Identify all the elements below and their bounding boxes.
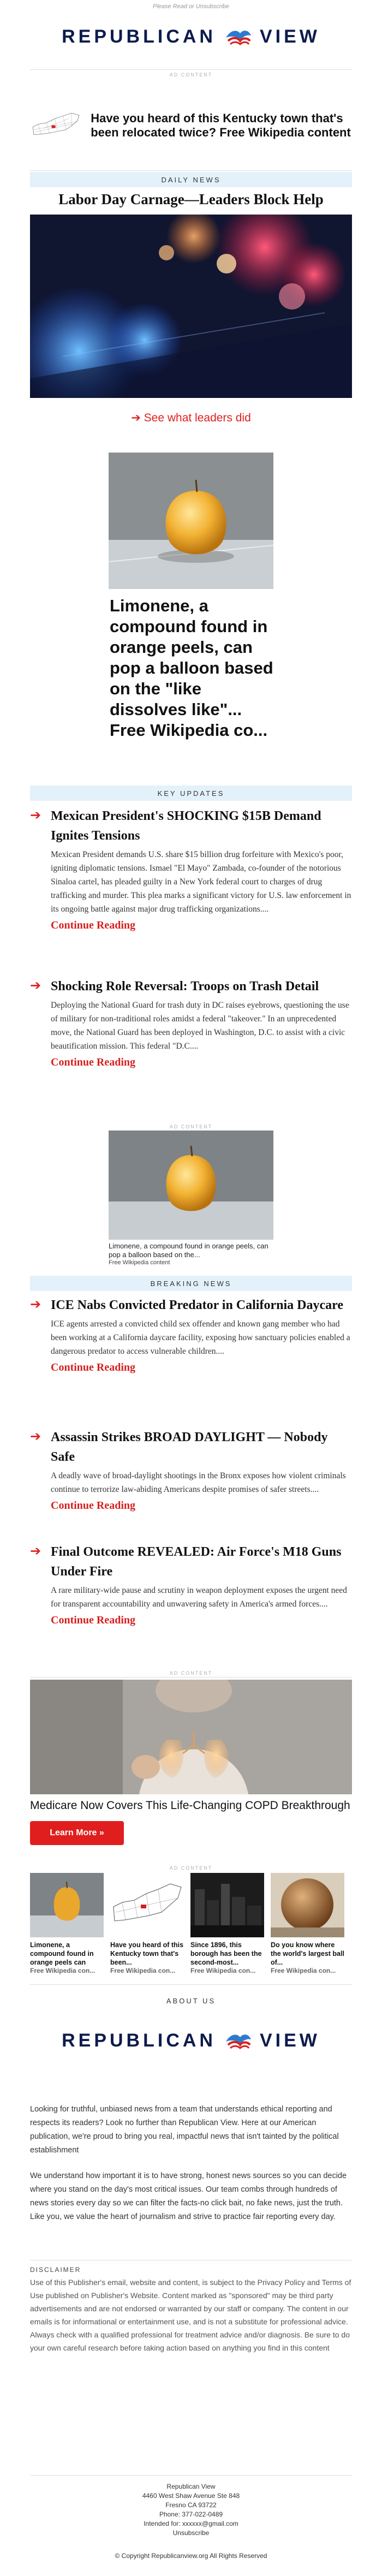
- police-lights-image[interactable]: [30, 215, 352, 398]
- about-heading: ABOUT US: [166, 1997, 216, 2005]
- logo-word-right: VIEW: [260, 26, 320, 47]
- continue-reading-link[interactable]: Continue Reading: [51, 1056, 136, 1068]
- story-item[interactable]: [30, 806, 352, 932]
- divider: [30, 1984, 352, 1985]
- footer-line: 4460 West Shaw Avenue Ste 848: [142, 2492, 240, 2500]
- kentucky-ad-text[interactable]: Have you heard of this Kentucky town that's been relocated twice? Free Wikipedia content: [91, 111, 351, 139]
- police-lights-graphic: [30, 215, 352, 398]
- story-item[interactable]: [30, 1427, 352, 1512]
- learn-more-button[interactable]: Learn More »: [30, 1821, 124, 1845]
- preheader[interactable]: Please Read or Unsubscribe: [152, 3, 230, 10]
- story-item[interactable]: [30, 1542, 352, 1627]
- kentucky-map-image: [110, 1873, 184, 1937]
- story-title[interactable]: ICE Nabs Convicted Predator in California Daycare: [51, 1298, 343, 1312]
- disclaimer-text: Use of this Publisher's email, website and content, is subject to the Privacy Policy and Terms of Use published on Publisher's Website. Content marked as "sponsored" may be third party advertisements and are not endorsed or warranted by our staff or company. The content in our emails is for informational or entertainment use, and is not a substitute for professional advice. Always check with a qualified professional for treatment advice and/or diagnosis. Be sure to do your own careful research before taking action based on anything you find in this content: [30, 2278, 351, 2352]
- section-bar-breaking-news: BREAKING NEWS: [30, 1276, 352, 1291]
- story-summary: A rare military-wide pause and scrutiny in weapon deployment exposes the urgent need for transparent accountability and unwavering safety in America's armed forces....: [51, 1586, 347, 1609]
- story-title[interactable]: Shocking Role Reversal: Troops on Trash Detail: [51, 979, 319, 993]
- ad-label: AD CONTENT: [169, 1670, 213, 1676]
- story-summary: Mexican President demands U.S. share $15 billion drug forfeiture with Mexico's poor, igniting diplomatic tensions. Ismael "El Mayo" Zambada, co-founder of the notorious Sinaloa cartel, has pleaded guilty in a New York federal court to charges of drug trafficking and murder. This plea marks a significant victory for U.S. law enforcement in its ongoing battle against major drug trafficking organizations....: [51, 850, 351, 914]
- grid-ad-item[interactable]: [190, 1873, 264, 1974]
- ad-label: AD CONTENT: [169, 72, 213, 78]
- story-item[interactable]: [30, 1295, 352, 1374]
- daily-headline[interactable]: Labor Day Carnage—Leaders Block Help: [58, 191, 324, 207]
- story-title[interactable]: Assassin Strikes BROAD DAYLIGHT — Nobody Safe: [51, 1430, 328, 1464]
- footer-line: Fresno CA 93722: [165, 2501, 217, 2509]
- ad-label: AD CONTENT: [169, 1865, 213, 1871]
- sponsored-grid: [30, 1873, 352, 1974]
- unsubscribe-link[interactable]: Unsubscribe: [172, 2529, 210, 2537]
- brand-logo[interactable]: [0, 15, 382, 58]
- copd-ad-title[interactable]: Medicare Now Covers This Life-Changing COPD Breakthrough: [30, 1799, 350, 1812]
- orange-balloon-image: [30, 1873, 104, 1937]
- copyright: © Copyright Republicanview.org All Rights Reserved: [115, 2552, 267, 2560]
- arrow-right-icon: ➔: [30, 978, 41, 993]
- grid-ad-source: Free Wikipedia con...: [271, 1967, 336, 1974]
- giant-ball-image: [271, 1873, 344, 1937]
- story-summary: ICE agents arrested a convicted child sex offender and known gang member who had been working at a California daycare facility, exposing how sanctuary policies enabled a dangerous predator to access vulnerable children....: [51, 1319, 350, 1356]
- grid-ad-item[interactable]: [30, 1873, 104, 1974]
- arrow-right-icon: ➔: [30, 808, 41, 823]
- about-paragraph: Looking for truthful, unbiased news from a team that understands ethical reporting and respects its readers? Look no further than Republican View. Here at our American publication, we're proud to bring you real, impactful news that isn't tainted by the political establishment: [30, 2105, 339, 2155]
- logo-word-left: REPUBLICAN: [62, 2030, 216, 2051]
- grid-ad-text[interactable]: Since 1896, this borough has been the second-most...: [190, 1941, 262, 1966]
- divider: [30, 170, 352, 171]
- grid-ad-source: Free Wikipedia con...: [110, 1967, 176, 1974]
- continue-reading-link[interactable]: Continue Reading: [51, 1361, 136, 1373]
- divider: [30, 2475, 352, 2476]
- logo-word-left: REPUBLICAN: [62, 26, 216, 47]
- grid-ad-text[interactable]: Limonene, a compound found in orange peels can: [30, 1941, 94, 1966]
- see-leaders-link[interactable]: ➔ See what leaders did: [131, 412, 251, 424]
- limonene-ad-card[interactable]: [109, 453, 273, 741]
- orange-balloon-image: [109, 453, 273, 589]
- borough-photo-image: [190, 1873, 264, 1937]
- continue-reading-link[interactable]: Continue Reading: [51, 919, 136, 931]
- footer-address: [0, 2482, 382, 2538]
- grid-ad-text[interactable]: Do you know where the world's largest ball of...: [271, 1941, 344, 1966]
- woman-lungs-graphic: [30, 1680, 352, 1794]
- kentucky-ad[interactable]: [30, 81, 352, 170]
- about-paragraph: We understand how important it is to have strong, honest news sources so you can decide where you stand on the day's most critical issues. Our team combs through hundreds of news stories every day so we can filter the facts-no click bait, no fake news, just the truth. Like you, we value the heart of journalism and strive to practice fair reporting every day.: [30, 2172, 347, 2221]
- arrow-right-icon: ➔: [30, 1297, 41, 1312]
- small-ad-text[interactable]: Limonene, a compound found in orange peels, can pop a balloon based on the...: [109, 1242, 268, 1259]
- limonene-small-ad[interactable]: [109, 1131, 273, 1266]
- eagle-flag-icon: [224, 26, 252, 47]
- section-bar-key-updates: KEY UPDATES: [30, 786, 352, 801]
- footer-line: Intended for: xxxxxx@gmail.com: [144, 2520, 238, 2527]
- grid-ad-text[interactable]: Have you heard of this Kentucky town that's been...: [110, 1941, 184, 1966]
- copd-ad-image[interactable]: [30, 1680, 352, 1794]
- arrow-right-icon: ➔: [30, 1544, 41, 1558]
- grid-ad-source: Free Wikipedia con...: [30, 1967, 96, 1974]
- grid-ad-item[interactable]: [271, 1873, 344, 1974]
- divider: [30, 69, 352, 70]
- arrow-right-icon: ➔: [30, 1429, 41, 1444]
- grid-ad-source: Free Wikipedia con...: [190, 1967, 256, 1974]
- story-item[interactable]: [30, 977, 352, 1069]
- kentucky-map-image: [30, 90, 82, 161]
- story-title[interactable]: Final Outcome REVEALED: Air Force's M18 Guns Under Fire: [51, 1545, 342, 1579]
- orange-balloon-image: [109, 1131, 273, 1240]
- story-title[interactable]: Mexican President's SHOCKING $15B Demand Ignites Tensions: [51, 809, 321, 843]
- brand-logo-footer[interactable]: [0, 2024, 382, 2057]
- logo-word-right: VIEW: [260, 2030, 320, 2051]
- continue-reading-link[interactable]: Continue Reading: [51, 1500, 136, 1512]
- story-summary: Deploying the National Guard for trash duty in DC raises eyebrows, questioning the use of military for non-traditional roles amidst a federal "takeover." In an unprecedented move, the National Guard has been deployed in Washington, D.C. to assist with a civic beautification mission. This federal "D.C....: [51, 1001, 349, 1051]
- ad-label: AD CONTENT: [169, 1124, 213, 1129]
- story-summary: A deadly wave of broad-daylight shootings in the Bronx exposes how violent criminals continue to terrorize law-abiding Americans despite promises of safer streets....: [51, 1471, 346, 1494]
- footer-line: Republican View: [166, 2483, 216, 2490]
- eagle-flag-icon: [224, 2030, 252, 2051]
- footer-line: Phone: 377-022-0489: [159, 2510, 223, 2518]
- disclaimer-heading: DISCLAIMER: [30, 2266, 81, 2274]
- limonene-ad-title[interactable]: Limonene, a compound found in orange peels, can pop a balloon based on the "like dissolves like"... Free Wikipedia co...: [110, 596, 273, 740]
- grid-ad-item[interactable]: [110, 1873, 184, 1974]
- small-ad-source: Free Wikipedia content: [109, 1259, 170, 1266]
- continue-reading-link[interactable]: Continue Reading: [51, 1614, 136, 1626]
- section-bar-daily-news: DAILY NEWS: [30, 172, 352, 187]
